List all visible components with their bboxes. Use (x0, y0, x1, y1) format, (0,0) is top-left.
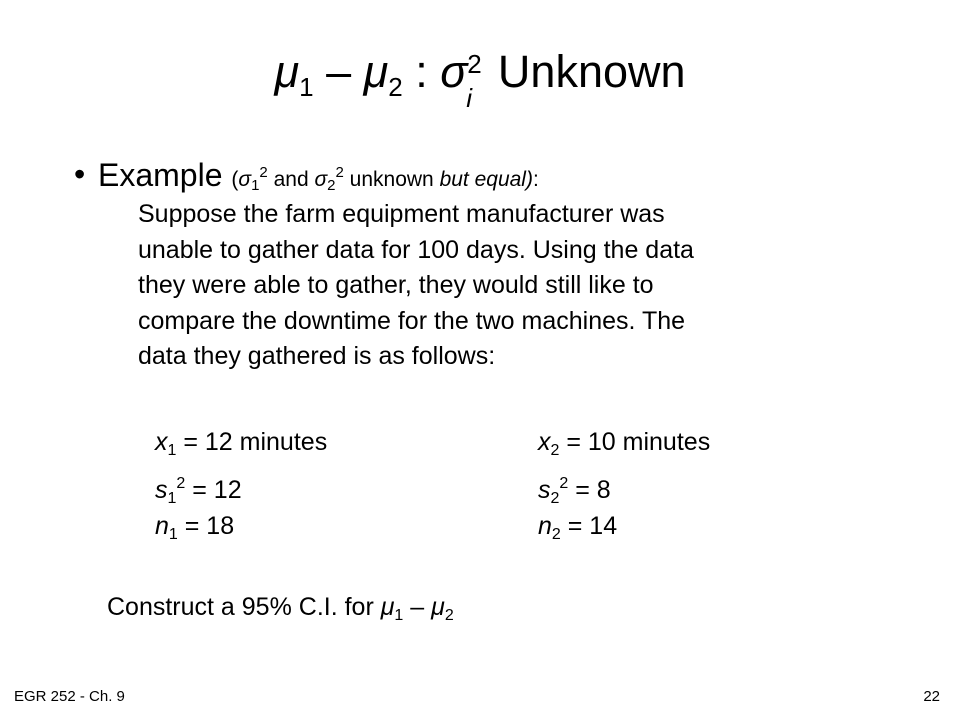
superscript-two: 2 (176, 475, 186, 492)
n1-text: = 18 (177, 512, 235, 540)
bullet-icon: • (74, 156, 86, 192)
subscript-two: 2 (388, 72, 403, 102)
n2-value (538, 511, 617, 550)
unknown-text: unknown (343, 168, 440, 191)
subscript-two: 2 (551, 526, 561, 543)
paragraph-line: Suppose the farm equipment manufacturer was (138, 200, 665, 228)
x2-text: = 10 minutes (559, 428, 711, 456)
example-label: Example (98, 157, 232, 193)
paragraph-line: they were able to gather, they would still like to (138, 271, 654, 299)
sigma-i-squared (440, 46, 482, 113)
s2-text: = 8 (568, 476, 611, 504)
x2-value (538, 427, 710, 466)
but-equal-text: but equal) (439, 168, 533, 191)
page-number: 22 (923, 688, 940, 705)
mu-symbol: μ (431, 593, 445, 621)
variable-n: n (538, 512, 552, 540)
paragraph-line: data they gathered is as follows: (138, 342, 496, 370)
s1-squared-value (155, 469, 242, 514)
colon: : (532, 168, 539, 191)
problem-paragraph (138, 197, 858, 375)
n2-text: = 14 (560, 512, 618, 540)
paragraph-line: compare the downtime for the two machines. The (138, 306, 686, 335)
superscript-two: 2 (335, 164, 344, 181)
variable-x: x (155, 428, 168, 456)
subscript-i: i (466, 83, 473, 113)
subscript-one: 1 (167, 490, 177, 507)
paragraph-line: unable to gather data for 100 days. Using the data (138, 235, 694, 264)
subscript-one: 1 (394, 607, 404, 624)
x1-value (155, 427, 327, 466)
minus-sign: – (403, 593, 432, 621)
n1-value (155, 511, 234, 550)
title-word: Unknown (485, 46, 686, 97)
subscript-two: 2 (327, 177, 336, 194)
example-qualifier (231, 164, 539, 194)
mu-symbol: μ (363, 46, 389, 97)
s1-text: = 12 (185, 476, 242, 504)
construct-instruction (107, 592, 454, 631)
subscript-two: 2 (550, 490, 560, 507)
superscript-two: 2 (259, 164, 268, 181)
x1-text: = 12 minutes (176, 428, 328, 456)
subscript-one: 1 (251, 177, 260, 194)
and-text: and (267, 168, 315, 191)
s2-squared-value (538, 469, 611, 514)
sigma-symbol: σ (238, 168, 252, 191)
variable-x: x (538, 428, 551, 456)
sigma-symbol: σ (440, 46, 468, 97)
superscript-two: 2 (559, 475, 569, 492)
superscript-two: 2 (467, 49, 482, 79)
course-footer: EGR 252 - Ch. 9 (14, 688, 125, 705)
subscript-two: 2 (550, 442, 560, 459)
mu-symbol: μ (380, 593, 395, 621)
colon: : (402, 46, 441, 97)
variable-s: s (538, 476, 551, 504)
mu-symbol: μ (274, 46, 300, 97)
paren-open: ( (231, 168, 239, 191)
variable-n: n (155, 512, 169, 540)
subscript-one: 1 (167, 442, 177, 459)
subscript-one: 1 (168, 526, 178, 543)
slide-title (0, 46, 960, 113)
variable-s: s (155, 476, 168, 504)
subscript-one: 1 (299, 72, 314, 102)
construct-text: Construct a 95% C.I. for (107, 593, 381, 621)
subscript-two: 2 (444, 607, 454, 624)
minus-sign: – (313, 46, 364, 97)
sigma-symbol: σ (314, 168, 328, 191)
